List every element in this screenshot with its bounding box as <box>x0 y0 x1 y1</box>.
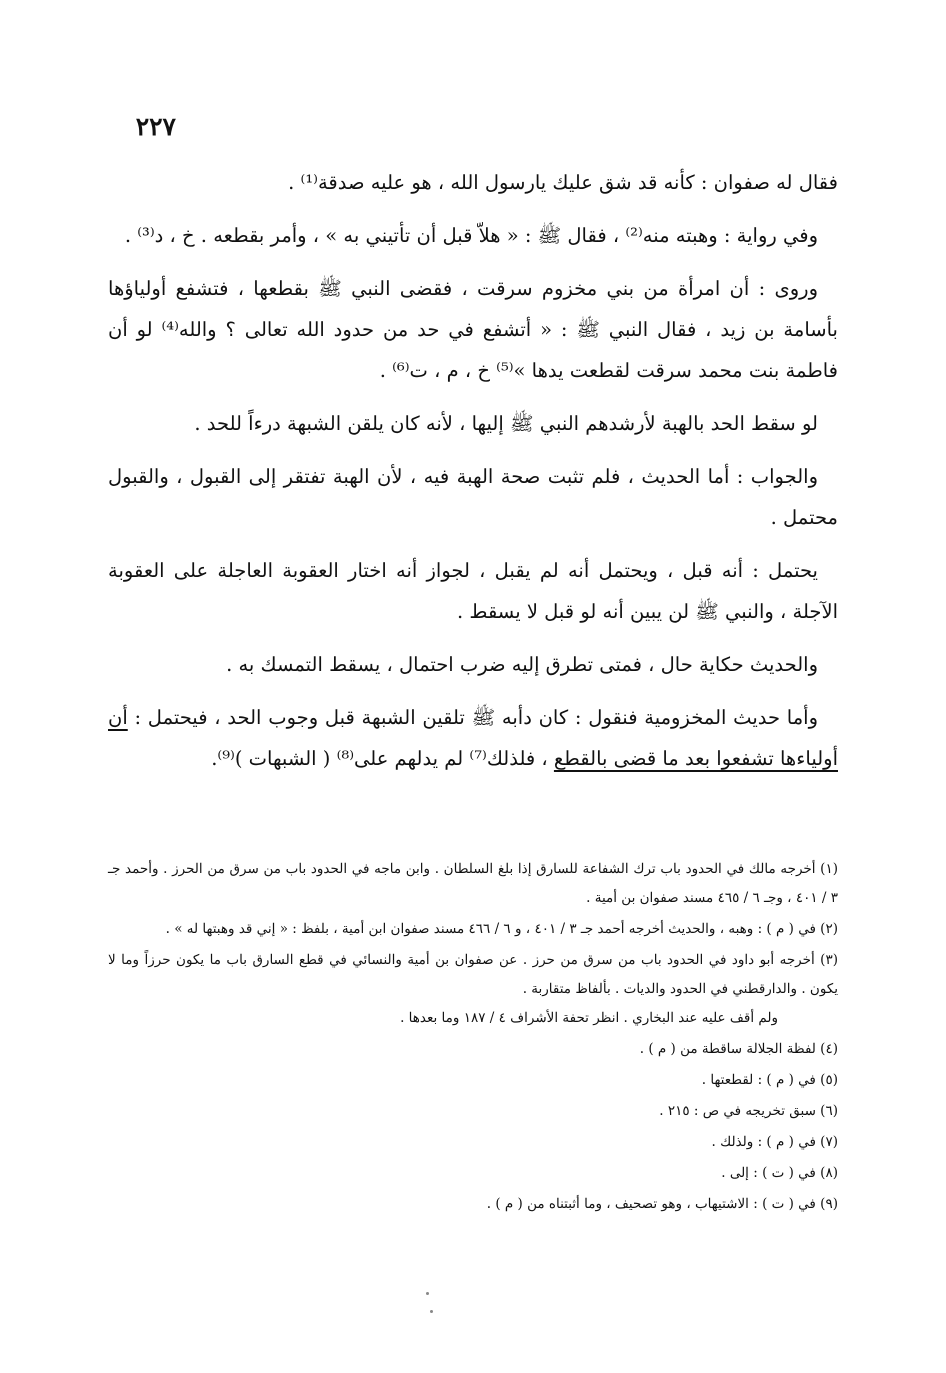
paragraph-2: وفي رواية : وهبته منه⁽²⁾ ، فقال ﷺ : « هلاّ قبل أن تأتيني به » ، وأمر بقطعه . خ ، د⁽³⁾ . <box>124 224 818 247</box>
footnote-1: (١) أخرجه مالك في الحدود باب ترك الشفاعة للسارق إذا بلغ السلطان . وابن ماجه في الحدود باب من سرق من الحرز . وأحمد جـ ٣ / ٤٠١ ، وجـ ٦ / ٤٦٥ مسند صفوان بن أمية . <box>108 861 838 906</box>
paragraph-8-end: ، فلذلك⁽⁷⁾ لم يدلهم على⁽⁸⁾ ( الشبهات )⁽⁹⁾. <box>211 747 554 770</box>
paragraph-7: والحديث حكاية حال ، فمتى تطرق إليه ضرب احتمال ، يسقط التمسك به . <box>226 653 818 676</box>
paragraph-5: والجواب : أما الحديث ، فلم تثبت صحة الهبة فيه ، لأن الهبة تفتقر إلى القبول ، والقبول محتمل . <box>108 465 838 529</box>
page-number: ٢٢٧ <box>135 112 176 141</box>
footnote-6: (٦) سبق تخريجه في ص : ٢١٥ . <box>659 1103 838 1119</box>
paragraph-6: يحتمل : أنه قبل ، ويحتمل أنه لم يقبل ، لجواز أنه اختار العقوبة العاجلة على العقوبة الآجلة ، والنبي ﷺ لن يبين أنه لو قبل لا يسقط . <box>108 559 838 623</box>
footnote-2: (٢) في ( م ) : وهبه ، والحديث أخرجه أحمد جـ ٣ / ٤٠١ ، و ٦ / ٤٦٦ مسند صفوان ابن أمية ، بلفظ : « إني قد وهبتها له » . <box>165 921 838 937</box>
footnote-3: (٣) أخرجه أبو داود في الحدود باب من سرق من حرز . عن صفوان بن أمية والنسائي في قطع السارق باب ما يكون حرزاً وما لا يكون . والدارقطني في الحدود والديات . بألفاظ متقاربة . <box>108 952 838 997</box>
footnote-5: (٥) في ( م ) : لقطعتها . <box>701 1072 838 1088</box>
paragraph-8 <box>108 697 838 779</box>
paragraph-3: وروى : أن امرأة من بني مخزوم سرقت ، فقضى النبي ﷺ بقطعها ، فتشفع أولياؤها بأسامة بن زيد ، فقال النبي ﷺ : « أتشفع في حد من حدود الله تعالى ؟ والله⁽⁴⁾ لو أن فاطمة بنت محمد سرقت لقطعت يدها »⁽⁵⁾ خ ، م ، ت⁽⁶⁾ . <box>108 277 838 382</box>
footnotes <box>108 855 838 1221</box>
underlined-phrase: أن أولياءها تشفعوا بعد ما قضى بالقطع <box>108 706 838 770</box>
paragraph-8-start: وأما حديث المخزومية فنقول : كان دأبه ﷺ تلقين الشبهة قبل وجوب الحد ، فيحتمل : <box>127 706 818 729</box>
footnote-4: (٤) لفظة الجلالة ساقطة من ( م ) . <box>639 1041 838 1057</box>
paragraph-4: لو سقط الحد بالهبة لأرشدهم النبي ﷺ إليها ، لأنه كان يلقن الشبهة درءاً للحد . <box>194 412 818 435</box>
scan-speck <box>426 1292 429 1295</box>
paragraph-1: فقال له صفوان : كأنه قد شق عليك يارسول الله ، هو عليه صدقة⁽¹⁾ . <box>288 171 838 194</box>
footnote-8: (٨) في ( ت ) : إلى . <box>721 1165 838 1181</box>
main-text <box>108 162 838 791</box>
footnote-7: (٧) في ( م ) : ولذلك . <box>711 1134 838 1150</box>
scan-speck <box>430 1310 433 1313</box>
footnote-3-continuation: ولم أقف عليه عند البخاري . انظر تحفة الأشراف ٤ / ١٨٧ وما بعدها . <box>400 1010 778 1026</box>
footnote-9: (٩) في ( ت ) : الاشتيهاب ، وهو تصحيف ، وما أثبتناه من ( م ) . <box>486 1196 838 1212</box>
